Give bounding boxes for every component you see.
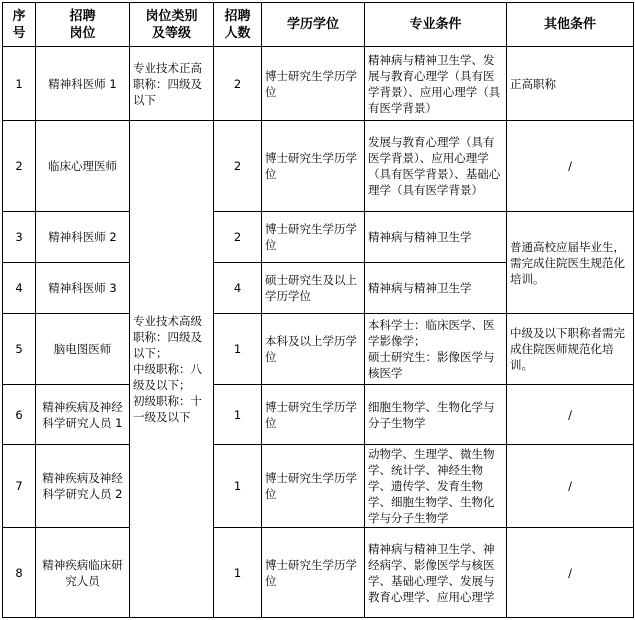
header-degree: 学历学位	[262, 3, 365, 47]
row-count: 2	[214, 47, 262, 121]
row-other: 中级及以下职称者需完成住院医师规范化培训。	[507, 314, 634, 385]
row-position: 精神科医师 2	[36, 212, 130, 263]
row-category: 专业技术正高职称：四级及以下	[130, 47, 214, 121]
row-other: /	[507, 528, 634, 618]
header-major: 专业条件	[365, 3, 507, 47]
row-major: 精神病与精神卫生学	[365, 212, 507, 263]
header-count: 招聘 人数	[214, 3, 262, 47]
row-other: /	[507, 445, 634, 528]
row-degree: 本科及以上学历学位	[262, 314, 365, 385]
row-other: 正高职称	[507, 47, 634, 121]
header-position: 招聘 岗位	[36, 3, 130, 47]
row-degree: 博士研究生学历学位	[262, 47, 365, 121]
row-degree: 博士研究生学历学位	[262, 385, 365, 445]
header-no: 序 号	[3, 3, 36, 47]
row-position: 精神疾病临床研究人员	[36, 528, 130, 618]
row-count: 1	[214, 385, 262, 445]
row-no: 6	[3, 385, 36, 445]
row-position: 精神科医师 3	[36, 263, 130, 314]
table-row	[3, 212, 634, 263]
table-header-row	[3, 3, 634, 47]
row-other: /	[507, 385, 634, 445]
table-row	[3, 445, 634, 528]
row-count: 2	[214, 212, 262, 263]
row-position: 精神疾病及神经科学研究人员 1	[36, 385, 130, 445]
merged-other-cell: 普通高校应届毕业生，需完成住院医生规范化培训。	[507, 212, 634, 314]
row-no: 1	[3, 47, 36, 121]
row-position: 精神科医师 1	[36, 47, 130, 121]
row-degree: 博士研究生学历学位	[262, 445, 365, 528]
row-count: 1	[214, 528, 262, 618]
row-major: 精神病与精神卫生学、神经病学、影像医学与核医学、基础心理学、发展与教育心理学、应用心理学	[365, 528, 507, 618]
header-other: 其他条件	[507, 3, 634, 47]
recruitment-table	[2, 2, 634, 618]
row-major: 发展与教育心理学（具有医学背景）、应用心理学（具有医学背景）、基础心理学（具有医学背景）	[365, 121, 507, 212]
row-count: 1	[214, 314, 262, 385]
header-category: 岗位类别 及等级	[130, 3, 214, 47]
merged-category-cell: 专业技术高级职称：四级及以下； 中级职称：八级及以下； 初级职称：十一级及以下	[130, 121, 214, 618]
row-degree: 硕士研究生及以上学历学位	[262, 263, 365, 314]
table-row	[3, 47, 634, 121]
row-position: 临床心理医师	[36, 121, 130, 212]
row-other: /	[507, 121, 634, 212]
table-row	[3, 314, 634, 385]
table-row	[3, 385, 634, 445]
row-no: 5	[3, 314, 36, 385]
table-row	[3, 121, 634, 212]
row-degree: 博士研究生学历学位	[262, 121, 365, 212]
row-degree: 博士研究生学历学位	[262, 212, 365, 263]
row-no: 2	[3, 121, 36, 212]
row-major: 细胞生物学、生物化学与分子生物学	[365, 385, 507, 445]
row-degree: 博士研究生学历学位	[262, 528, 365, 618]
row-count: 2	[214, 121, 262, 212]
row-major: 精神病与精神卫生学	[365, 263, 507, 314]
row-major: 本科学士：临床医学、医学影像学； 硕士研究生：影像医学与核医学	[365, 314, 507, 385]
row-no: 7	[3, 445, 36, 528]
row-count: 4	[214, 263, 262, 314]
row-position: 脑电图医师	[36, 314, 130, 385]
row-position: 精神疾病及神经科学研究人员 2	[36, 445, 130, 528]
row-count: 1	[214, 445, 262, 528]
row-no: 3	[3, 212, 36, 263]
row-no: 8	[3, 528, 36, 618]
row-major: 精神病与精神卫生学、发展与教育心理学（具有医学背景）、应用心理学（具有医学背景）	[365, 47, 507, 121]
table-row	[3, 528, 634, 618]
row-major: 动物学、生理学、微生物学、统计学、神经生物学、遗传学、发育生物学、细胞生物学、生物化学与分子生物学	[365, 445, 507, 528]
row-no: 4	[3, 263, 36, 314]
